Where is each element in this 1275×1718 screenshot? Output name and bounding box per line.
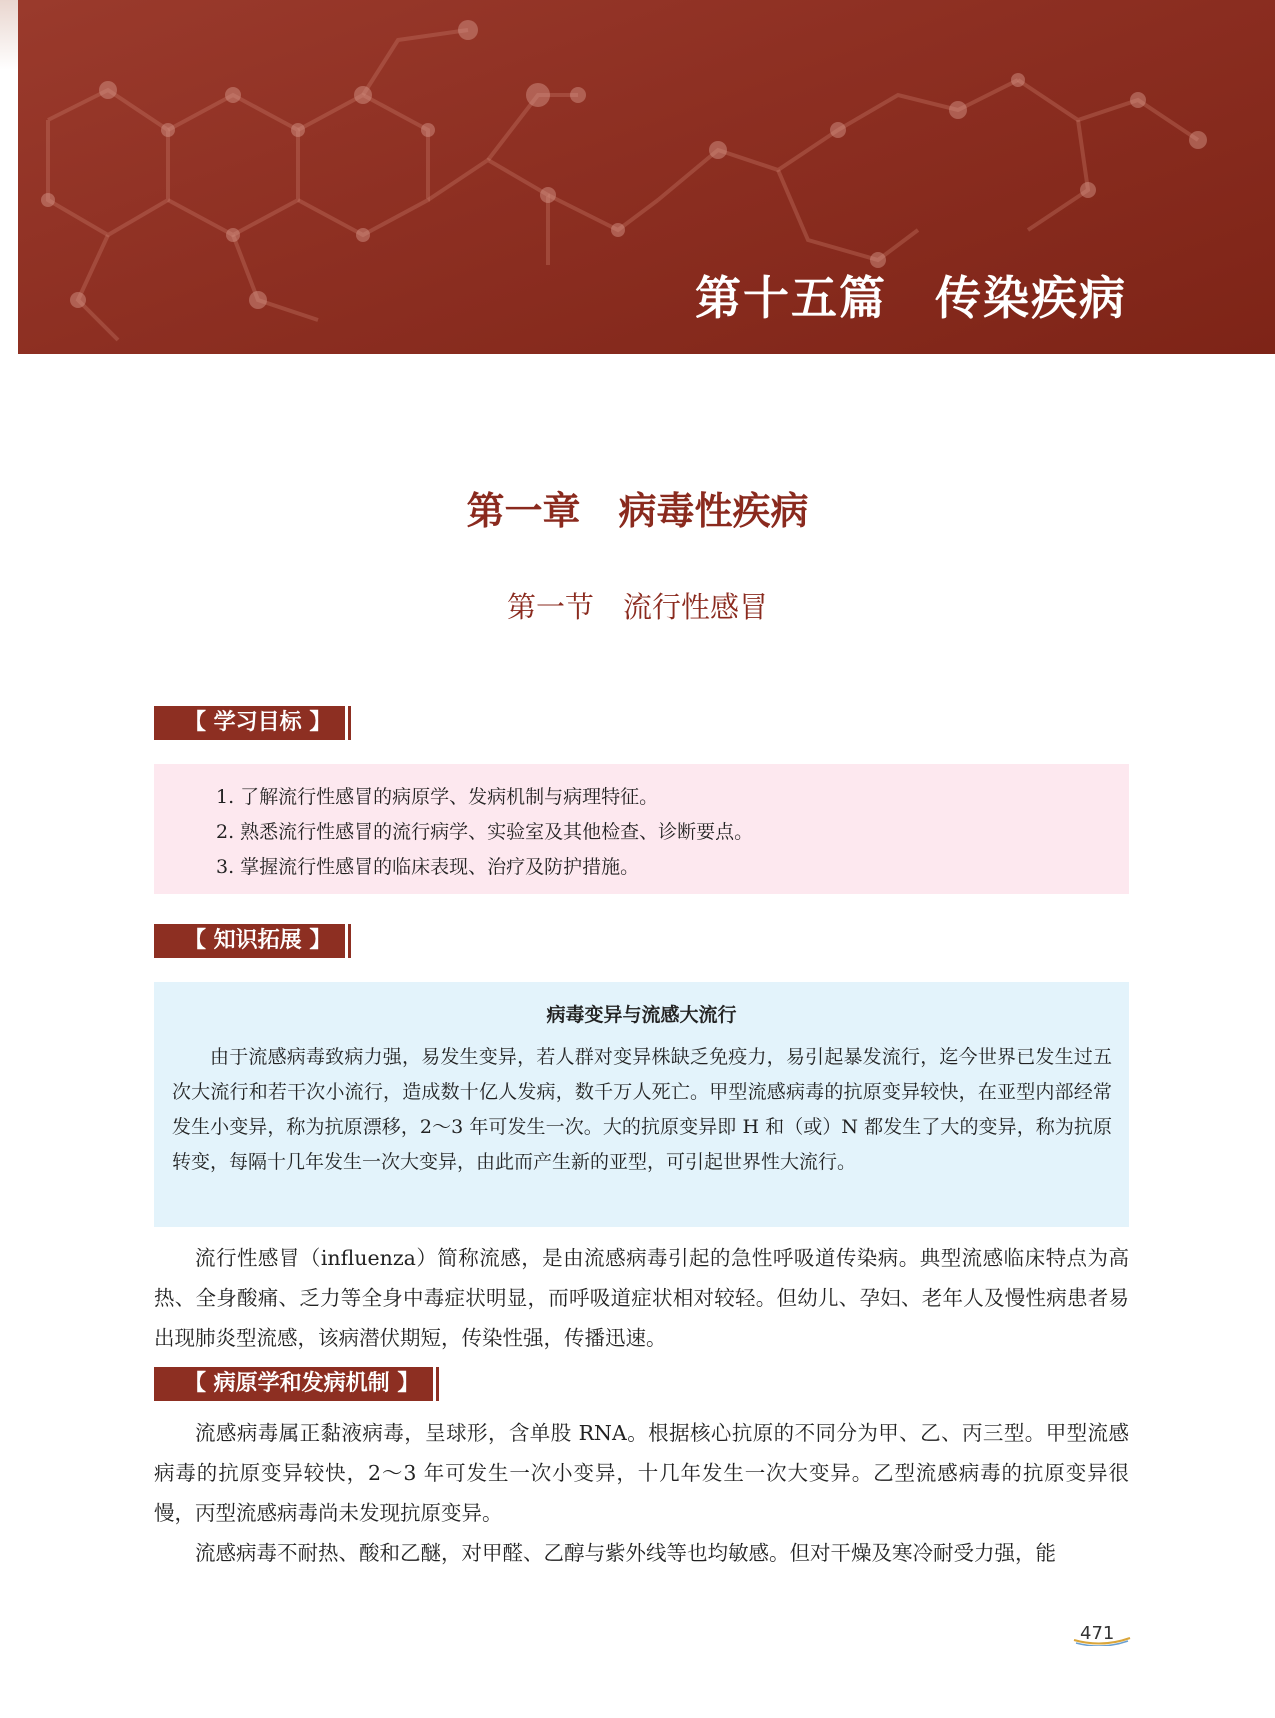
- page-corner-decoration: [0, 0, 18, 70]
- extension-box-body: 由于流感病毒致病力强，易发生变异，若人群对变异株缺乏免疫力，易引起暴发流行，迄今世界已发生过五次大流行和若干次小流行，造成数十亿人发病，数千万人死亡。甲型流感病毒的抗原变异较快，在亚型内部经常发生小变异，称为抗原漂移，2～3 年可发生一次。大的抗原变异即 H 和（或）N 都发生了大的变异，称为抗原转变，每隔十几年发生一次大变异，由此而产生新的亚型，可引起世界性大流行。: [172, 1046, 1112, 1173]
- knowledge-extension-box: [154, 982, 1129, 1227]
- page-number: 471: [1080, 1623, 1115, 1644]
- learning-goals-label: 【 学习目标 】: [154, 706, 345, 740]
- knowledge-extension-label: 【 知识拓展 】: [154, 924, 345, 958]
- part-header-banner: [18, 0, 1275, 354]
- intro-paragraph: 流行性感冒（influenza）简称流感，是由流感病毒引起的急性呼吸道传染病。典型流感临床特点为高热、全身酸痛、乏力等全身中毒症状明显，而呼吸道症状相对较轻。但幼儿、孕妇、老年人及慢性病患者易出现肺炎型流感，该病潜伏期短，传染性强，传播迅速。: [154, 1246, 1129, 1350]
- pathogen-paragraph: 流感病毒不耐热、酸和乙醚，对甲醛、乙醇与紫外线等也均敏感。但对干燥及寒冷耐受力强，能: [195, 1541, 1056, 1565]
- extension-box-title: 病毒变异与流感大流行: [546, 1004, 737, 1026]
- chapter-title: 第一章 病毒性疾病: [466, 489, 809, 533]
- section-title: 第一节 流行性感冒: [506, 590, 768, 624]
- pathogen-paragraph: 流感病毒属正黏液病毒，呈球形，含单股 RNA。根据核心抗原的不同分为甲、乙、丙三型。甲型流感病毒的抗原变异较快，2～3 年可发生一次小变异，十几年发生一次大变异。乙型流感病毒的抗原变异很慢，丙型流感病毒尚未发现抗原变异。: [154, 1421, 1129, 1525]
- part-title: 第十五篇 传染疾病: [695, 271, 1127, 325]
- goal-item: 3. 掌握流行性感冒的临床表现、治疗及防护措施。: [216, 856, 640, 878]
- pathogen-section-label: 【 病原学和发病机制 】: [154, 1367, 433, 1401]
- goal-item: 2. 熟悉流行性感冒的流行病学、实验室及其他检查、诊断要点。: [216, 821, 754, 843]
- goal-item: 1. 了解流行性感冒的病原学、发病机制与病理特征。: [216, 786, 659, 808]
- page-number-swoosh-icon: [1072, 1632, 1132, 1646]
- learning-goals-box: [154, 764, 1129, 894]
